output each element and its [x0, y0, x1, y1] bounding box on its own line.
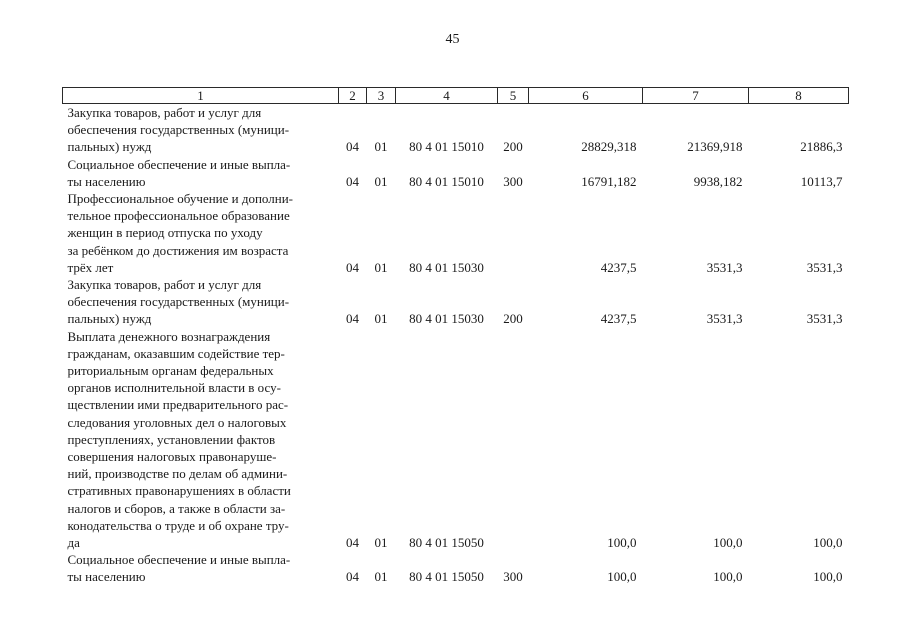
- expense-name-line: трёх лет: [67, 259, 114, 275]
- expense-type-code: [498, 190, 529, 276]
- target-article-code: 80 4 01 15030: [409, 311, 484, 327]
- expense-name: [63, 156, 339, 190]
- section-code: 04: [346, 173, 359, 189]
- expense-name-line: ний, производстве по делам об админи-: [67, 466, 288, 482]
- table-row: [63, 551, 849, 585]
- budget-table: [62, 87, 849, 586]
- section-code: 04: [346, 535, 359, 551]
- amount-col7: 3531,3: [706, 259, 743, 275]
- expense-name-line: конодательства о труде и об охране тру-: [67, 517, 289, 533]
- column-header: 7: [643, 88, 749, 104]
- column-number-row: [63, 88, 849, 104]
- amount-col7: 100,0: [713, 569, 743, 585]
- expense-name-line: ты населению: [67, 173, 146, 189]
- amount-col8: 10113,7: [800, 173, 843, 189]
- amount-col6: 100,0: [607, 535, 637, 551]
- expense-name-line: гражданам, оказавшим содействие тер-: [67, 345, 285, 361]
- expense-name-line: женщин в период отпуска по уходу: [67, 225, 263, 241]
- expense-name-line: налогов и сборов, а также в области за-: [67, 500, 286, 516]
- amount-col7: 9938,182: [693, 173, 743, 189]
- section-code: 04: [346, 139, 359, 155]
- expense-type-code: [498, 328, 529, 552]
- expense-name-line: да: [67, 535, 80, 551]
- expense-name-line: обеспечения государственных (муници-: [67, 122, 290, 138]
- expense-type-code: 200: [503, 311, 523, 327]
- column-header: 8: [749, 88, 849, 104]
- table-row: [63, 328, 849, 552]
- expense-name-line: Социальное обеспечение и иные выпла-: [67, 156, 291, 172]
- subsection-code: 01: [374, 569, 388, 585]
- table-row: [63, 104, 849, 156]
- expense-name: [63, 276, 339, 328]
- subsection-code: 01: [374, 173, 388, 189]
- amount-col7: 100,0: [713, 535, 743, 551]
- expense-name-line: ты населению: [67, 569, 146, 585]
- column-header: 5: [498, 88, 529, 104]
- expense-name: [63, 551, 339, 585]
- expense-name-line: Социальное обеспечение и иные выпла-: [67, 552, 291, 568]
- column-header: 4: [396, 88, 498, 104]
- amount-col6: 4237,5: [600, 311, 637, 327]
- column-header: 1: [63, 88, 339, 104]
- amount-col6: 100,0: [607, 569, 637, 585]
- section-code: 04: [346, 259, 359, 275]
- expense-name-line: риториальным органам федеральных: [67, 363, 274, 379]
- expense-name-line: преступлениях, установлении фактов: [67, 431, 276, 447]
- amount-col7: 3531,3: [706, 311, 743, 327]
- expense-name-line: пальных) нужд: [67, 139, 152, 155]
- expense-name: [63, 190, 339, 276]
- amount-col7: 21369,918: [687, 139, 743, 155]
- target-article-code: 80 4 01 15010: [409, 173, 484, 189]
- amount-col6: 28829,318: [581, 139, 637, 155]
- target-article-code: 80 4 01 15030: [409, 259, 484, 275]
- section-code: 04: [346, 311, 359, 327]
- expense-name-line: следования уголовных дел о налоговых: [67, 414, 287, 430]
- expense-name: [63, 328, 339, 552]
- subsection-code: 01: [374, 311, 388, 327]
- expense-name-line: ществлении ими предварительного рас-: [67, 397, 289, 413]
- target-article-code: 80 4 01 15010: [409, 139, 484, 155]
- expense-name-line: Выплата денежного вознаграждения: [67, 328, 271, 344]
- expense-name-line: совершения налоговых правонаруше-: [67, 449, 277, 465]
- expense-name-line: за ребёнком до достижения им возраста: [67, 242, 289, 258]
- column-header: 6: [529, 88, 643, 104]
- subsection-code: 01: [374, 535, 388, 551]
- amount-col8: 100,0: [813, 569, 843, 585]
- amount-col6: 16791,182: [581, 173, 637, 189]
- table-row: [63, 276, 849, 328]
- expense-name-line: тельное профессиональное образование: [67, 208, 290, 224]
- expense-name: [63, 104, 339, 156]
- page-number: 45: [445, 32, 460, 47]
- amount-col8: 3531,3: [806, 259, 843, 275]
- expense-type-code: 300: [503, 173, 523, 189]
- expense-type-code: 300: [503, 569, 523, 585]
- column-header: 3: [367, 88, 396, 104]
- expense-type-code: 200: [503, 139, 523, 155]
- section-code: 04: [346, 569, 359, 585]
- expense-name-line: органов исполнительной власти в осу-: [67, 380, 281, 396]
- column-header: 2: [339, 88, 367, 104]
- expense-name-line: Закупка товаров, работ и услуг для: [67, 277, 262, 293]
- amount-col8: 100,0: [813, 535, 843, 551]
- expense-name-line: Закупка товаров, работ и услуг для: [67, 105, 262, 120]
- amount-col8: 3531,3: [806, 311, 843, 327]
- expense-name-line: стративных правонарушениях в области: [67, 483, 291, 499]
- expense-name-line: Профессиональное обучение и дополни-: [67, 191, 293, 207]
- amount-col6: 4237,5: [600, 259, 637, 275]
- amount-col8: 21886,3: [800, 139, 843, 155]
- table-row: [63, 190, 849, 276]
- subsection-code: 01: [374, 139, 388, 155]
- expense-name-line: обеспечения государственных (муници-: [67, 294, 290, 310]
- target-article-code: 80 4 01 15050: [409, 535, 484, 551]
- table-row: [63, 156, 849, 190]
- expense-name-line: пальных) нужд: [67, 311, 152, 327]
- target-article-code: 80 4 01 15050: [409, 569, 484, 585]
- subsection-code: 01: [374, 259, 388, 275]
